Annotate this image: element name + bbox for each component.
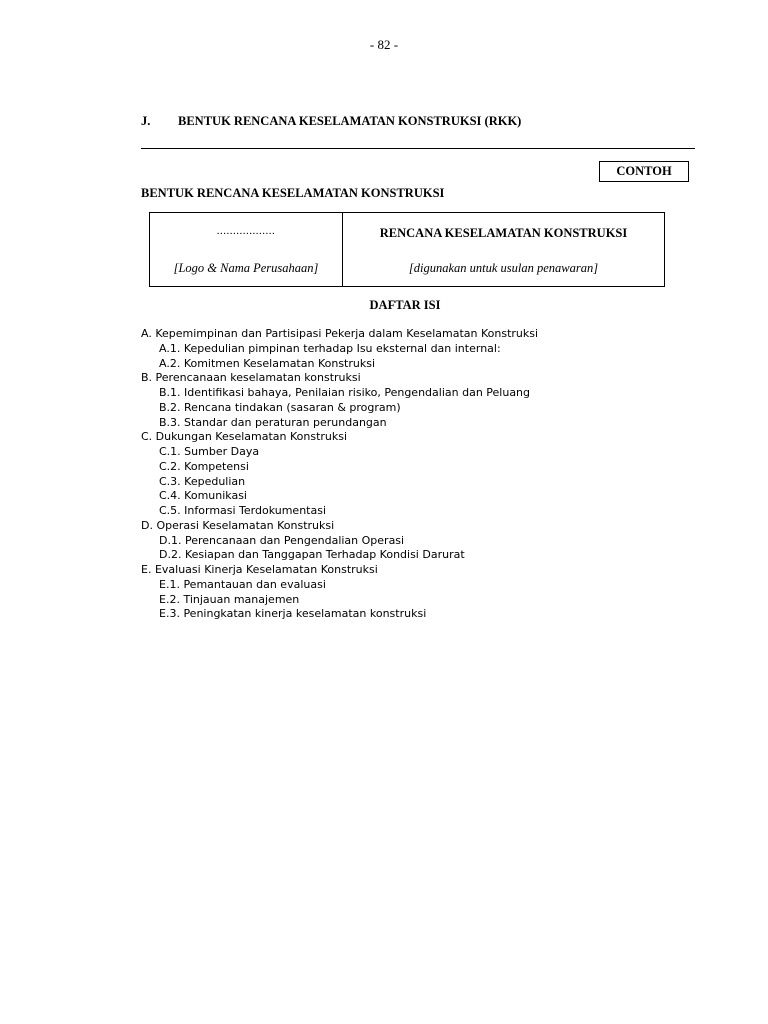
section-title: BENTUK RENCANA KESELAMATAN KONSTRUKSI (RKK): [178, 114, 522, 128]
logo-placeholder-dots: ..................: [216, 225, 276, 237]
logo-company-label: [Logo & Nama Perusahaan]: [173, 261, 319, 275]
toc-section-item: E. Evaluasi Kinerja Keselamatan Konstruksi: [141, 563, 378, 576]
toc-subsection-item: C.2. Kompetensi: [159, 459, 249, 473]
toc-subsection-item: A.1. Kepedulian pimpinan terhadap Isu eksternal dan internal:: [159, 341, 501, 355]
toc-subsection-item: E.2. Tinjauan manajemen: [159, 592, 300, 606]
section-heading: [141, 114, 521, 129]
toc-section-item: D. Operasi Keselamatan Konstruksi: [141, 518, 335, 532]
form-title: BENTUK RENCANA KESELAMATAN KONSTRUKSI: [141, 186, 445, 200]
rkk-subtitle: [digunakan untuk usulan penawaran]: [408, 261, 599, 275]
toc-subsection-item: E.3. Peningkatan kinerja keselamatan konstruksi: [159, 607, 427, 621]
toc-subsection-item: C.4. Komunikasi: [159, 489, 247, 503]
toc-subsection-item: B.2. Rencana tindakan (sasaran & program): [159, 400, 401, 414]
logo-cell: [150, 213, 343, 286]
toc-subsection-item: C.1. Sumber Daya: [159, 445, 260, 458]
toc-subsection-item: D.1. Perencanaan dan Pengendalian Operasi: [159, 533, 405, 547]
toc-section-item: B. Perencanaan keselamatan konstruksi: [141, 371, 361, 385]
toc-subsection-item: D.2. Kesiapan dan Tanggapan Terhadap Kondisi Darurat: [159, 548, 465, 562]
toc-section-item: A. Kepemimpinan dan Partisipasi Pekerja dalam Keselamatan Konstruksi: [141, 327, 539, 340]
section-number: J.: [141, 114, 151, 128]
rkk-title-cell: [343, 213, 664, 286]
toc-subsection-item: E.1. Pemantauan dan evaluasi: [159, 577, 326, 591]
toc-section-item: C. Dukungan Keselamatan Konstruksi: [141, 430, 348, 444]
page-number: - 82 -: [369, 37, 399, 52]
toc-subsection-item: C.3. Kepedulian: [159, 474, 246, 488]
horizontal-divider: [141, 148, 695, 149]
toc-subsection-item: C.5. Informasi Terdokumentasi: [159, 504, 327, 517]
rkk-header-table: [149, 212, 665, 287]
rkk-title: RENCANA KESELAMATAN KONSTRUKSI: [379, 226, 628, 240]
toc-subsection-item: A.2. Komitmen Keselamatan Konstruksi: [159, 356, 376, 370]
daftar-isi-title: DAFTAR ISI: [369, 298, 441, 312]
toc-subsection-item: B.3. Standar dan peraturan perundangan: [159, 415, 387, 429]
contoh-box: CONTOH: [599, 161, 689, 182]
toc-subsection-item: B.1. Identifikasi bahaya, Penilaian risiko, Pengendalian dan Peluang: [159, 386, 531, 399]
table-of-contents: [141, 327, 538, 622]
